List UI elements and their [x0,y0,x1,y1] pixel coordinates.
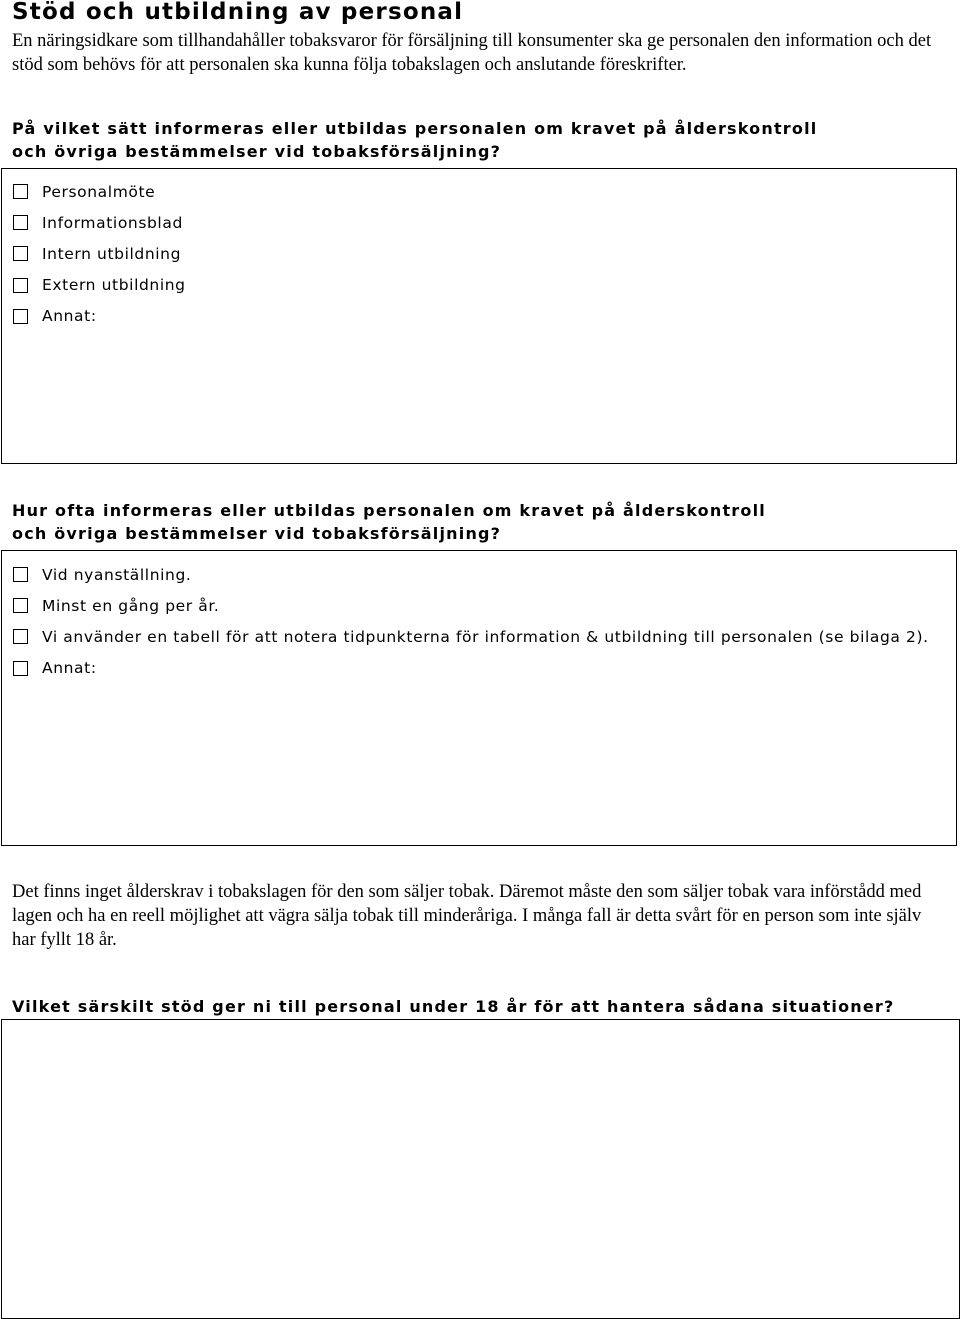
question-line: På vilket sätt informeras eller utbildas personalen om kravet på ålderskontroll [12,119,818,138]
checkbox[interactable] [13,309,28,324]
page-title: Stöd och utbildning av personal [12,0,464,25]
checkbox-list-how-informed [13,176,186,332]
question-how-informed [12,117,817,163]
option-personalmote[interactable] [13,176,186,207]
option-vid-nyanstallning[interactable] [13,559,929,590]
checkbox[interactable] [13,184,28,199]
option-label: Minst en gång per år. [42,596,220,615]
age-requirement-note: Det finns inget ålderskrav i tobakslagen för den som säljer tobak. Däremot måste den som säljer tobak vara införstådd med lagen och ha en reell möjlighet att vägra sälja tobak till minderåriga. I många fall är detta svårt för en person som inte själv har fyllt 18 år. [12,882,922,950]
option-informationsblad[interactable] [13,207,186,238]
checkbox[interactable] [13,246,28,261]
option-label: Annat: [42,659,97,678]
option-annat[interactable] [13,653,929,684]
option-label: Personalmöte [42,182,156,201]
option-label: Vid nyanställning. [42,565,192,584]
option-intern-utbildning[interactable] [13,238,186,269]
question-line: Hur ofta informeras eller utbildas personalen om kravet på ålderskontroll [12,501,766,520]
option-tabell[interactable] [13,621,929,652]
checkbox-list-how-often [13,559,929,684]
option-extern-utbildning[interactable] [13,270,186,301]
checkbox[interactable] [13,629,28,644]
option-minst-en-gang-per-ar[interactable] [13,590,929,621]
checkbox[interactable] [13,215,28,230]
checkbox[interactable] [13,278,28,293]
question-line: och övriga bestämmelser vid tobaksförsäljning? [12,142,502,161]
option-label: Annat: [42,307,97,326]
question-support-under-18: Vilket särskilt stöd ger ni till personal under 18 år för att hantera sådana situationer? [12,997,895,1016]
option-label: Vi använder en tabell för att notera tidpunkterna för information & utbildning till personalen (se bilaga 2). [42,627,929,646]
option-label: Extern utbildning [42,276,186,295]
option-label: Informationsblad [42,213,183,232]
question-how-often [12,499,766,545]
checkbox[interactable] [13,598,28,613]
intro-text: En näringsidkare som tillhandahåller tobaksvaror för försäljning till konsumenter ska ge personalen den information och det stöd som behövs för att personalen ska kunna följa tobakslagen och anslutande föreskrifter. [12,31,932,75]
checkbox[interactable] [13,661,28,676]
answer-box-support-under-18[interactable] [1,1019,960,1319]
checkbox[interactable] [13,567,28,582]
option-label: Intern utbildning [42,244,182,263]
option-annat[interactable] [13,301,186,332]
question-line: och övriga bestämmelser vid tobaksförsäljning? [12,524,502,543]
